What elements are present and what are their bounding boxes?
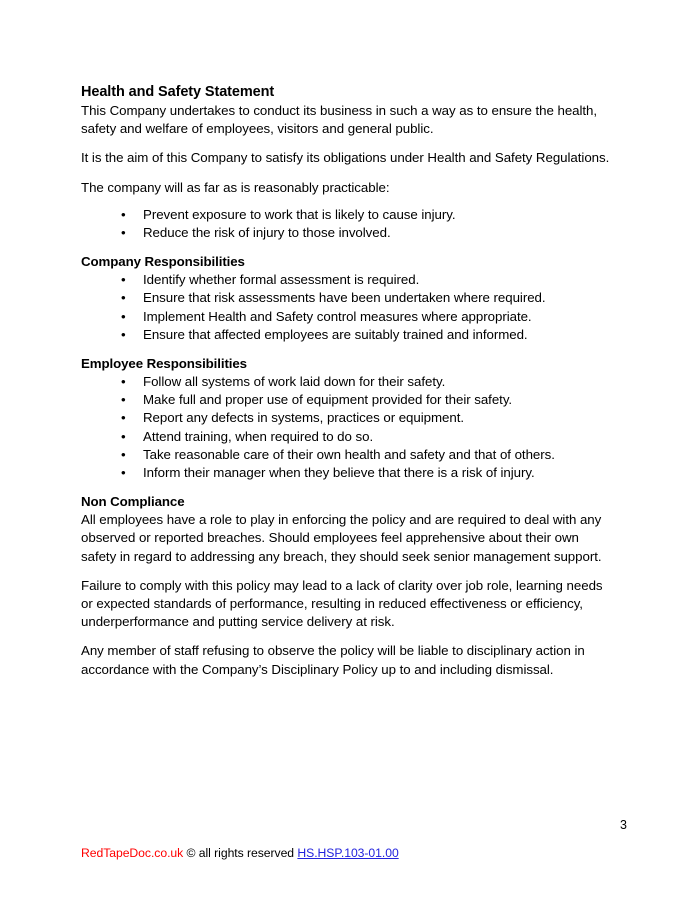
list-item-label: Report any defects in systems, practices or equipment. — [143, 410, 465, 426]
list-item-label: Inform their manager when they believe that there is a risk of injury. — [143, 465, 535, 481]
section-heading-non-compliance: Non Compliance — [81, 494, 185, 510]
bullet-icon: • — [121, 225, 126, 241]
bullet-icon: • — [121, 308, 126, 324]
list-item — [81, 271, 611, 289]
list-item — [81, 289, 611, 307]
list-item-label: Take reasonable care of their own health and safety and that of others. — [143, 446, 555, 462]
list-item — [81, 206, 611, 224]
document-body — [81, 84, 611, 679]
section-heading-employee-responsibilities: Employee Responsibilities — [81, 356, 247, 372]
page-number: 3 — [620, 818, 627, 832]
footer-rights-text: © all rights reserved — [186, 846, 295, 860]
bullet-icon: • — [121, 206, 126, 222]
list-item-label: Ensure that risk assessments have been undertaken where required. — [143, 290, 546, 306]
spacer — [81, 566, 611, 577]
list-item — [81, 409, 611, 427]
spacer — [81, 242, 611, 253]
bullet-icon: • — [121, 326, 126, 342]
bullet-icon: • — [121, 410, 126, 426]
intro-paragraph-3: The company will as far as is reasonably practicable: — [81, 179, 390, 195]
footer-document-code-link[interactable]: HS.HSP.103-01.00 — [297, 846, 399, 860]
section-heading-company-responsibilities: Company Responsibilities — [81, 254, 245, 270]
non-compliance-paragraph-3: Any member of staff refusing to observe the policy will be liable to disciplinary action in accordance with the Company’s Disciplinary Policy up to and including dismissal. — [81, 643, 585, 677]
spacer — [81, 138, 611, 149]
spacer — [81, 168, 611, 179]
list-item-label: Follow all systems of work laid down for their safety. — [143, 374, 446, 390]
spacer — [81, 631, 611, 642]
list-item-label: Ensure that affected employees are suitably trained and informed. — [143, 326, 528, 342]
list-item — [81, 224, 611, 242]
list-item-label: Prevent exposure to work that is likely to cause injury. — [143, 206, 456, 222]
list-item-label: Make full and proper use of equipment provided for their safety. — [143, 392, 513, 408]
list-item-label: Reduce the risk of injury to those involved. — [143, 225, 391, 241]
list-item — [81, 446, 611, 464]
non-compliance-paragraph-1: All employees have a role to play in enforcing the policy and are required to deal with any observed or reported breaches. Should employees feel apprehensive about their own safety in regard to addressing any breach, they should seek senior management support. — [81, 512, 602, 564]
bullet-icon: • — [121, 374, 126, 390]
list-item — [81, 373, 611, 391]
non-compliance-paragraph-2: Failure to comply with this policy may lead to a lack of clarity over job role, learning needs or expected standards of performance, resulting in reduced effectiveness or efficiency, underperformance and putting service delivery at risk. — [81, 577, 603, 630]
footer — [81, 846, 399, 861]
bullet-icon: • — [121, 446, 126, 462]
footer-brand-link[interactable]: RedTapeDoc.co.uk — [81, 846, 184, 860]
list-item — [81, 326, 611, 344]
bullet-icon: • — [121, 465, 126, 481]
intro-paragraph-1: This Company undertakes to conduct its business in such a way as to ensure the health, safety and welfare of employees, visitors and general public. — [81, 103, 598, 137]
page-title: Health and Safety Statement — [81, 84, 275, 100]
spacer — [81, 344, 611, 355]
list-item-label: Implement Health and Safety control measures where appropriate. — [143, 308, 532, 324]
list-item — [81, 391, 611, 409]
list-item — [81, 308, 611, 326]
bullet-icon: • — [121, 272, 126, 288]
bullet-icon: • — [121, 428, 126, 444]
list-item-label: Attend training, when required to do so. — [143, 428, 374, 444]
intro-paragraph-2: It is the aim of this Company to satisfy its obligations under Health and Safety Regulations. — [81, 150, 610, 166]
intro-bullet-list — [81, 206, 611, 242]
employee-responsibilities-list — [81, 373, 611, 482]
list-item — [81, 428, 611, 446]
bullet-icon: • — [121, 392, 126, 408]
company-responsibilities-list — [81, 271, 611, 344]
bullet-icon: • — [121, 290, 126, 306]
list-item-label: Identify whether formal assessment is required. — [143, 272, 420, 288]
list-item — [81, 464, 611, 482]
spacer — [81, 482, 611, 493]
